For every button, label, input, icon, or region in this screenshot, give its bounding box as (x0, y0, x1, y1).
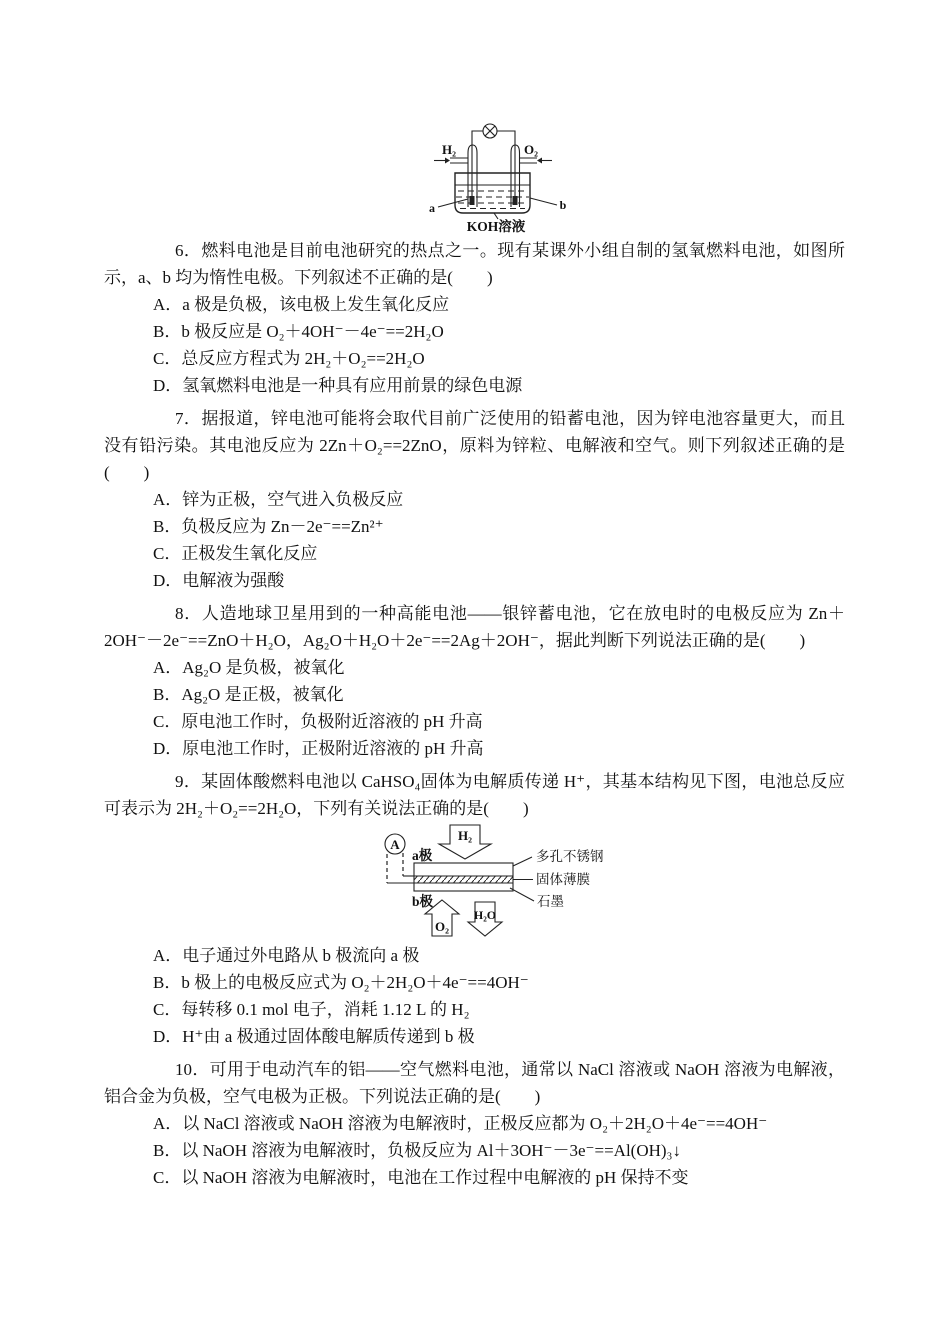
solid-membrane-label: 固体薄膜 (536, 872, 590, 887)
question-6-option-b: B．b 极反应是 O₂＋4OH⁻－4e⁻==2H₂O (153, 322, 444, 341)
h2-inlet-arrow (434, 158, 450, 164)
question-8-option-c: C．原电池工作时，负极附近溶液的 pH 升高 (153, 712, 483, 731)
electrode-tubes (468, 145, 520, 207)
question-9-option-d: D．H⁺由 a 极通过固体酸电解质传递到 b 极 (153, 1027, 475, 1046)
ammeter-label: A (390, 837, 400, 852)
electrode-a-label: a极 (412, 848, 433, 863)
b-leader-line (530, 198, 557, 205)
h2-feed-label: H₂ (457, 828, 473, 843)
o2-gas-label: O₂ (523, 142, 539, 157)
question-9-option-a: A．电子通过外电路从 b 极流向 a 极 (153, 946, 420, 965)
question-7-option-d: D．电解液为强酸 (153, 571, 285, 590)
question-8-option-b: B．Ag₂O 是正极，被氧化 (153, 685, 344, 704)
bulb-icon (483, 124, 497, 138)
document-body (104, 0, 845, 1191)
electrode-a-label: a (429, 201, 435, 215)
question-9-option-c: C．每转移 0.1 mol 电子，消耗 1.12 L 的 H₂ (153, 1000, 470, 1019)
question-6-option-a: A．a 极是负极，该电极上发生氧化反应 (153, 295, 450, 314)
question-6-option-d: D．氢氧燃料电池是一种具有应用前景的绿色电源 (153, 376, 523, 395)
question-10-stem: 10．可用于电动汽车的铝——空气燃料电池，通常以 NaCl 溶液或 NaOH 溶液为电解液，铝合金为负极，空气电极为正极。下列说法正确的是( ) (104, 1060, 845, 1106)
question-9-stem: 9．某固体酸燃料电池以 CaHSO₄固体为电解质传递 H⁺，其基本结构见下图，电池总反应可表示为 2H₂＋O₂==2H₂O，下列有关说法正确的是( ) (104, 772, 845, 818)
cell-body (414, 863, 513, 891)
question-7-option-b: B．负极反应为 Zn－2e⁻==Zn²⁺ (153, 517, 384, 536)
gas-inlet-arms (450, 158, 537, 163)
hydrogen-oxygen-fuel-cell-diagram (418, 112, 578, 237)
question-7-stem: 7．据报道，锌电池可能将会取代目前广泛使用的铅蓄电池，因为锌电池容量更大，而且没有铅污染。其电池反应为 2Zn＋O₂==2ZnO，原料为锌粒、电解液和空气。则下列叙述正确的是( ) (104, 409, 845, 482)
question-8-option-d: D．原电池工作时，正极附近溶液的 pH 升高 (153, 739, 484, 758)
question-7-option-c: C．正极发生氧化反应 (153, 544, 318, 563)
graphite-label: 石墨 (537, 894, 564, 909)
question-7-option-a: A．锌为正极，空气进入负极反应 (153, 490, 404, 509)
o2-feed-label: O₂ (434, 919, 450, 934)
electrode-b-label: b (559, 198, 567, 212)
question-8-stem: 8．人造地球卫星用到的一种高能电池——银锌蓄电池，它在放电时的电极反应为 Zn＋2OH⁻－2e⁻==ZnO＋H₂O，Ag₂O＋H₂O＋2e⁻==2Ag＋2OH⁻，据此判断下列说法正确的是( ) (104, 604, 845, 650)
question-10-option-b: B．以 NaOH 溶液为电解液时，负极反应为 Al＋3OH⁻－3e⁻==Al(OH)₃↓ (153, 1141, 681, 1160)
solid-acid-fuel-cell-diagram (360, 824, 650, 942)
question-9-option-b: B．b 极上的电极反应式为 O₂＋2H₂O＋4e⁻==4OH⁻ (153, 973, 529, 992)
question-10-option-a: A．以 NaCl 溶液或 NaOH 溶液为电解液时，正极反应都为 O₂＋2H₂O＋4e⁻==4OH⁻ (153, 1114, 768, 1133)
question-6-stem: 6．燃料电池是目前电池研究的热点之一。现有某课外小组自制的氢氧燃料电池，如图所示，a、b 均为惰性电极。下列叙述不正确的是( ) (104, 241, 845, 287)
question-8-option-a: A．Ag₂O 是负极，被氧化 (153, 658, 345, 677)
question-6-option-c: C．总反应方程式为 2H₂＋O₂==2H₂O (153, 349, 425, 368)
ammeter-leads (387, 853, 414, 883)
beaker (455, 173, 530, 213)
h2-gas-label: H₂ (441, 142, 457, 157)
solution-liquid (455, 185, 530, 209)
h2o-out-label: H₂O (473, 908, 497, 922)
label-leader-lines (510, 857, 534, 901)
koh-solution-label: KOH溶液 (466, 219, 526, 234)
o2-inlet-arrow (537, 158, 552, 164)
porous-stainless-label: 多孔不锈钢 (536, 849, 604, 864)
electrode-b-label: b极 (412, 894, 434, 909)
question-10-option-c: C．以 NaOH 溶液为电解液时，电池在工作过程中电解液的 pH 保持不变 (153, 1168, 689, 1187)
